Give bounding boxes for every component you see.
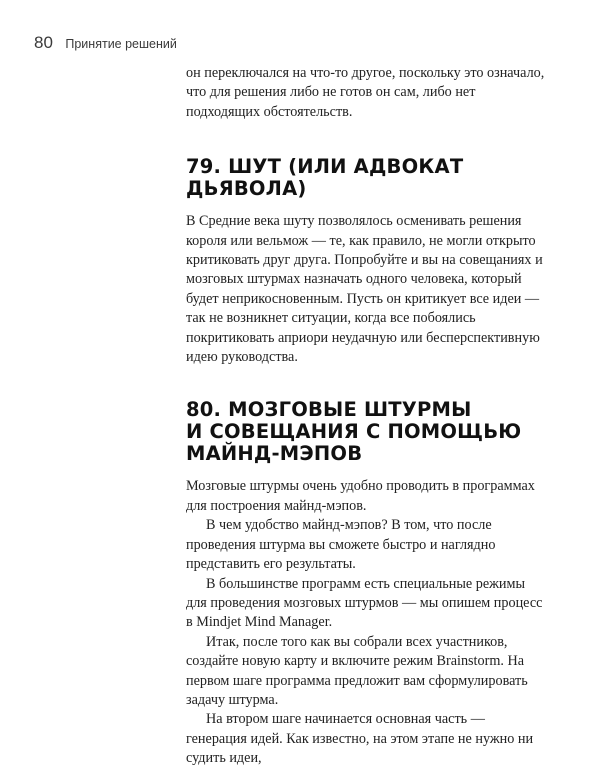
- section-79-paragraph: В Средние века шуту позволялось осменивать решения короля или вельмож — те, как правило, не могли открыто критиковать друг друга. Попробуйте и вы на совещаниях и мозговых штурмах назначать одного человека, который будет неприкосновенным. Пусть он критикует все идеи — так не возникнет ситуации, когда все побоялись покритиковать априори неудачную или бесперспективную идею руководства.: [186, 213, 543, 366]
- intro-paragraph: он переключался на что-то другое, поскольку это означало, что для решения либо не готов он сам, либо нет подходящих обстоятельств.: [186, 65, 545, 120]
- section-80-heading: [186, 399, 546, 465]
- section-79-heading: 79. ШУТ (ИЛИ АДВОКАТ ДЬЯВОЛА): [186, 155, 464, 201]
- section-80-paragraph-3: В большинстве программ есть специальные режимы для проведения мозговых штурмов — мы опишем процесс в Mindjet Mind Manager.: [186, 575, 543, 631]
- chapter-title: Принятие решений: [65, 37, 177, 51]
- section-80-heading-line-2: И СОВЕЩАНИЯ С ПОМОЩЬЮ: [186, 420, 522, 444]
- page-number: 80: [34, 33, 53, 52]
- section-80-paragraph-4: Итак, после того как вы собрали всех участников, создайте новую карту и включите режим Brainstorm. На первом шаге программа предложит вам сформулировать задачу штурма.: [186, 633, 528, 708]
- section-80-paragraph-1: Мозговые штурмы очень удобно проводить в программах для построения майнд-мэпов.: [186, 478, 535, 514]
- section-80-heading-line-3: МАЙНД-МЭПОВ: [186, 442, 363, 466]
- section-80-heading-line-1: 80. МОЗГОВЫЕ ШТУРМЫ: [186, 398, 472, 422]
- section-80-paragraph-2: В чем удобство майнд-мэпов? В том, что после проведения штурма вы сможете быстро и наглядно представить его результаты.: [186, 517, 496, 573]
- section-80-paragraph-5: На втором шаге начинается основная часть — генерация идей. Как известно, на этом этапе не нужно ни судить идеи,: [186, 711, 534, 767]
- page-body: [186, 64, 546, 769]
- running-head: [34, 33, 177, 53]
